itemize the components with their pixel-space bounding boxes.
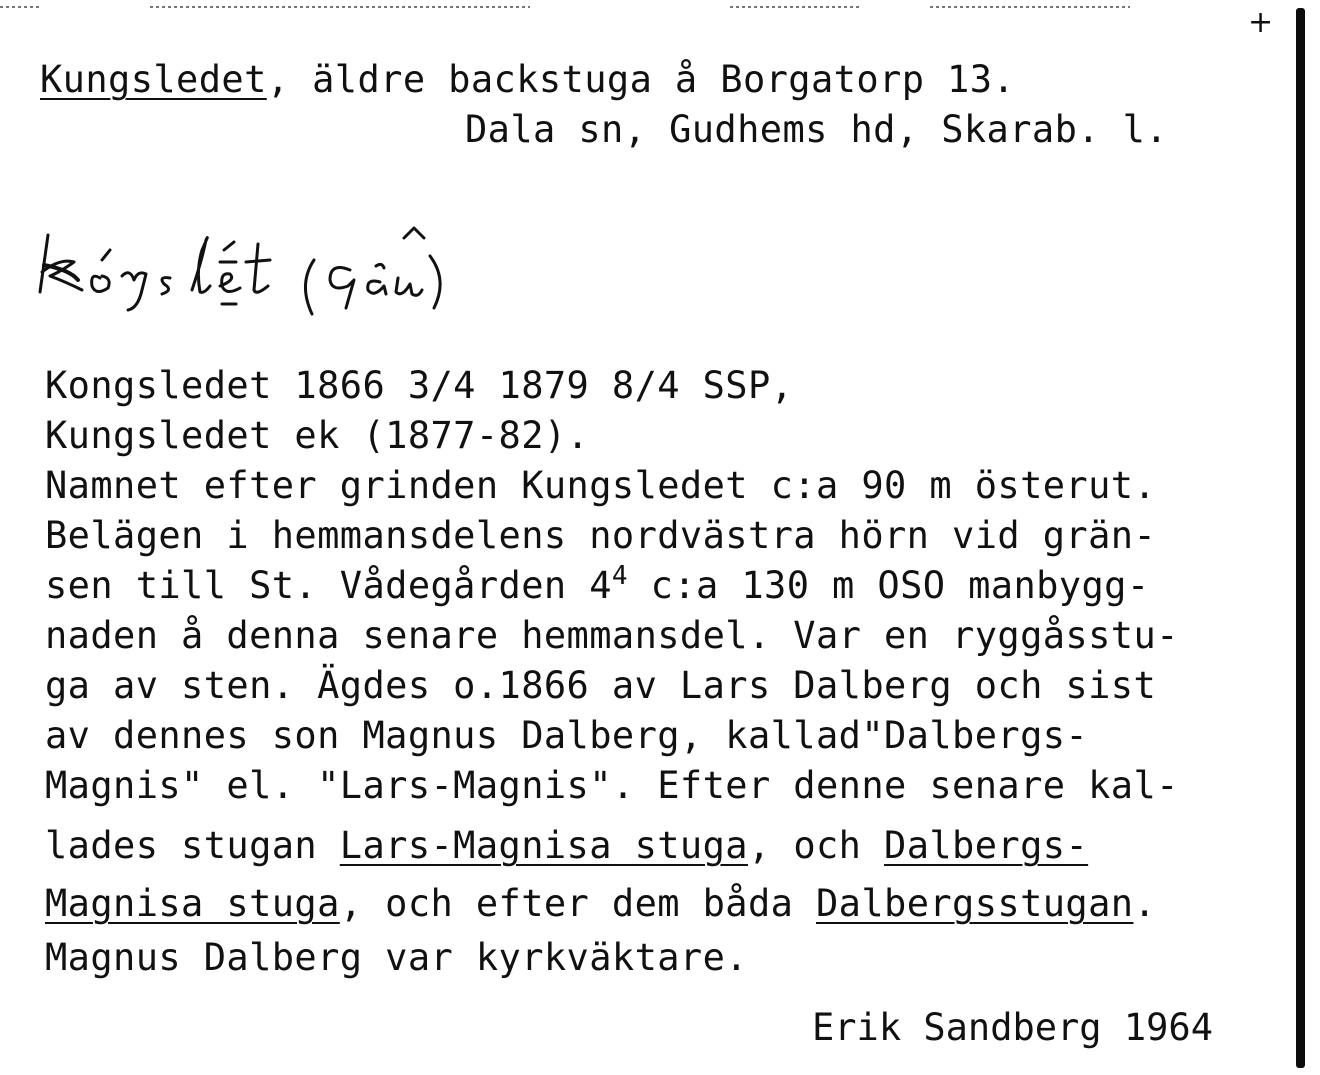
body-line-11 xyxy=(45,884,1156,924)
body-line-7: ga av sten. Ägdes o.1866 av Lars Dalberg och sist xyxy=(45,664,1157,707)
top-edge-mark xyxy=(930,6,1130,8)
underlined-name: Lars-Magnisa stuga xyxy=(339,824,748,867)
underlined-name: Dalbergs- xyxy=(884,824,1089,867)
body-line-10-middle: , och xyxy=(747,824,885,867)
body-line-6: naden å denna senare hemmansdel. Var en ryggåsstu- xyxy=(45,614,1179,657)
card-header xyxy=(40,60,1015,100)
body-line-8: av dennes son Magnus Dalberg, kallad"Dalbergs- xyxy=(45,714,1089,757)
place-name: Kungsledet xyxy=(40,58,267,101)
body-line-12: Magnus Dalberg var kyrkväktare. xyxy=(45,936,748,979)
body-line-4: Belägen i hemmansdelens nordvästra hörn vid grän- xyxy=(45,514,1157,557)
body-line-5-start: sen till St. Vådegården 4 xyxy=(45,564,612,607)
body-line-5 xyxy=(45,561,1150,607)
body-line-5-end: c:a 130 m OSO manbygg- xyxy=(627,564,1150,607)
top-edge-mark xyxy=(730,6,860,8)
underlined-name: Magnisa stuga xyxy=(45,882,340,925)
top-edge-mark xyxy=(150,6,530,8)
author-signature: Erik Sandberg 1964 xyxy=(812,1006,1213,1049)
body-line-9: Magnis" el. "Lars-Magnis". Efter denne senare kal- xyxy=(45,764,1179,807)
body-line-10 xyxy=(45,826,1088,866)
place-description: , äldre backstuga å Borgatorp 13. xyxy=(266,58,1016,101)
corner-plus-mark: + xyxy=(1248,5,1274,40)
body-line-1: Kongsledet 1866 3/4 1879 8/4 SSP, xyxy=(45,364,794,407)
handwritten-pronunciation xyxy=(30,220,590,320)
body-line-2: Kungsledet ek (1877-82). xyxy=(45,414,590,457)
parish-location: Dala sn, Gudhems hd, Skarab. l. xyxy=(465,108,1168,151)
superscript-number: 4 xyxy=(611,561,628,591)
body-line-11-end: . xyxy=(1133,882,1157,925)
body-line-10-start: lades stugan xyxy=(45,824,340,867)
top-edge-mark xyxy=(0,6,40,8)
underlined-name: Dalbergsstugan xyxy=(816,882,1134,925)
body-line-3: Namnet efter grinden Kungsledet c:a 90 m österut. xyxy=(45,464,1157,507)
body-line-11-middle: , och efter dem båda xyxy=(339,882,816,925)
card-right-border xyxy=(1296,8,1305,1068)
